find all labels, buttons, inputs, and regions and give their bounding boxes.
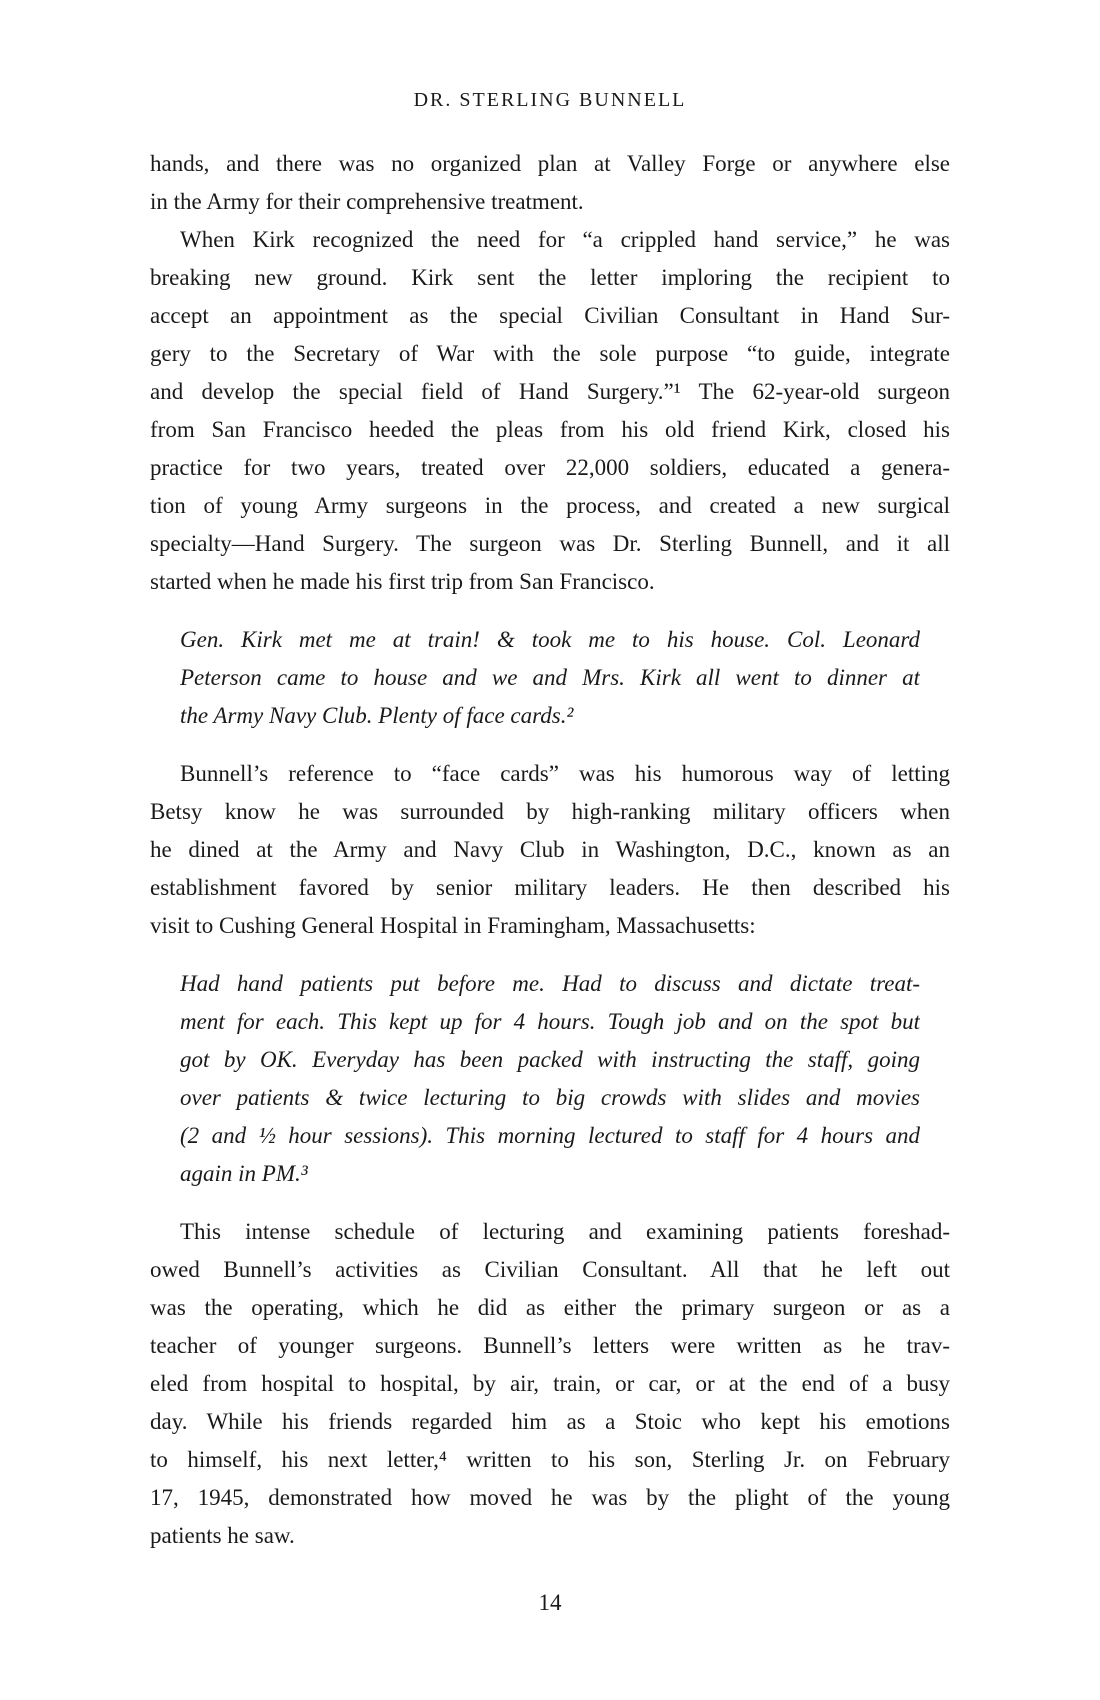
text-line: over patients & twice lecturing to big crowds with slides and movies bbox=[180, 1085, 920, 1110]
text-line: breaking new ground. Kirk sent the letter imploring the recipient to bbox=[150, 265, 950, 290]
text-line: Bunnell’s reference to “face cards” was his humorous way of letting bbox=[180, 761, 950, 786]
text-line: practice for two years, treated over 22,000 soldiers, educated a genera- bbox=[150, 455, 950, 480]
paragraph bbox=[150, 145, 950, 221]
text-line: hands, and there was no organized plan at Valley Forge or anywhere else bbox=[150, 151, 950, 176]
text-line: from San Francisco heeded the pleas from his old friend Kirk, closed his bbox=[150, 417, 950, 442]
paragraph bbox=[150, 1213, 950, 1555]
text-line: the Army Navy Club. Plenty of face cards.² bbox=[180, 703, 574, 728]
text-line: visit to Cushing General Hospital in Framingham, Massachusetts: bbox=[150, 913, 756, 938]
text-line: 17, 1945, demonstrated how moved he was by the plight of the young bbox=[150, 1485, 950, 1510]
text-line: to himself, his next letter,⁴ written to his son, Sterling Jr. on February bbox=[150, 1447, 950, 1472]
text-line: eled from hospital to hospital, by air, train, or car, or at the end of a busy bbox=[150, 1371, 950, 1396]
text-line: Peterson came to house and we and Mrs. Kirk all went to dinner at bbox=[180, 665, 920, 690]
text-line: and develop the special field of Hand Surgery.”¹ The 62-year-old surgeon bbox=[150, 379, 950, 404]
text-line: tion of young Army surgeons in the process, and created a new surgical bbox=[150, 493, 950, 518]
text-line: specialty—Hand Surgery. The surgeon was Dr. Sterling Bunnell, and it all bbox=[150, 531, 950, 556]
body-text bbox=[150, 145, 950, 1555]
text-line: Betsy know he was surrounded by high-ranking military officers when bbox=[150, 799, 950, 824]
block-quote bbox=[150, 965, 950, 1193]
text-line: When Kirk recognized the need for “a crippled hand service,” he was bbox=[180, 227, 950, 252]
text-line: (2 and ½ hour sessions). This morning lectured to staff for 4 hours and bbox=[180, 1123, 920, 1148]
text-line: started when he made his first trip from San Francisco. bbox=[150, 569, 655, 594]
text-line: in the Army for their comprehensive treatment. bbox=[150, 189, 584, 214]
page-number: 14 bbox=[538, 1590, 562, 1615]
text-line: again in PM.³ bbox=[180, 1161, 308, 1186]
text-line: he dined at the Army and Navy Club in Washington, D.C., known as an bbox=[150, 837, 950, 862]
paragraph bbox=[150, 755, 950, 945]
text-line: owed Bunnell’s activities as Civilian Consultant. All that he left out bbox=[150, 1257, 950, 1282]
text-line: day. While his friends regarded him as a Stoic who kept his emotions bbox=[150, 1409, 950, 1434]
block-quote bbox=[150, 621, 950, 735]
paragraph bbox=[150, 221, 950, 601]
text-line: patients he saw. bbox=[150, 1523, 295, 1548]
text-line: was the operating, which he did as either the primary surgeon or as a bbox=[150, 1295, 950, 1320]
text-line: ment for each. This kept up for 4 hours. Tough job and on the spot but bbox=[180, 1009, 920, 1034]
text-line: Had hand patients put before me. Had to discuss and dictate treat- bbox=[180, 971, 920, 996]
text-line: teacher of younger surgeons. Bunnell’s letters were written as he trav- bbox=[150, 1333, 950, 1358]
text-line: establishment favored by senior military leaders. He then described his bbox=[150, 875, 950, 900]
text-line: got by OK. Everyday has been packed with instructing the staff, going bbox=[180, 1047, 920, 1072]
text-line: gery to the Secretary of War with the sole purpose “to guide, integrate bbox=[150, 341, 950, 366]
running-head: DR. STERLING BUNNELL bbox=[413, 89, 687, 111]
text-line: accept an appointment as the special Civilian Consultant in Hand Sur- bbox=[150, 303, 950, 328]
text-line: Gen. Kirk met me at train! & took me to his house. Col. Leonard bbox=[180, 627, 920, 652]
text-line: This intense schedule of lecturing and examining patients foreshad- bbox=[180, 1219, 950, 1244]
